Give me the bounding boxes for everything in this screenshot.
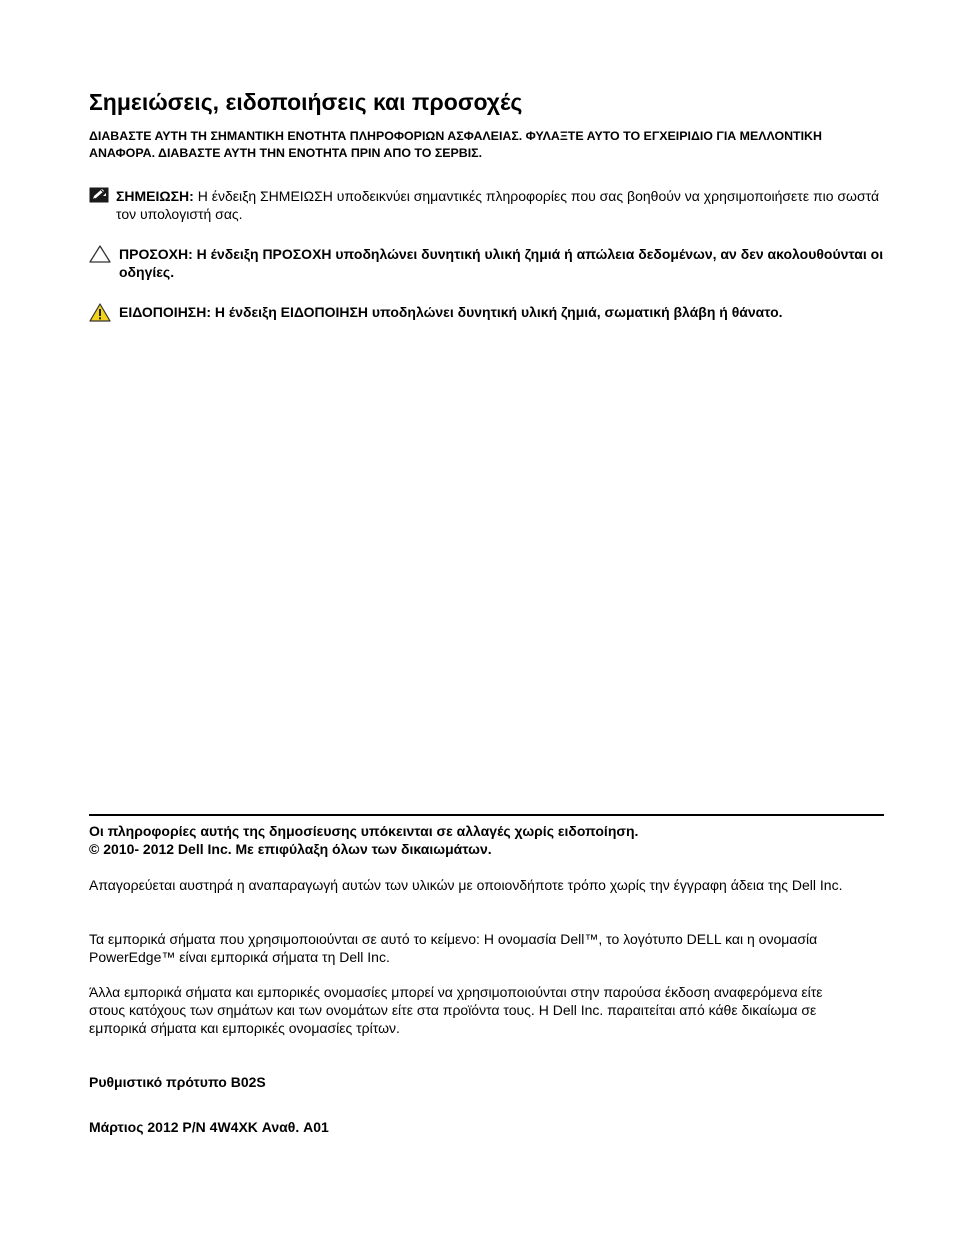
caution-notice	[89, 245, 884, 281]
caution-body: Η ένδειξη ΠΡΟΣΟΧΗ υποδηλώνει δυνητική υλική ζημιά ή απώλεια δεδομένων, αν δεν ακολουθούνται οι οδηγίες.	[119, 246, 884, 280]
note-notice	[89, 187, 884, 223]
caution-triangle-icon	[89, 245, 111, 265]
regulatory-model: Ρυθμιστικό πρότυπο B02S	[89, 1074, 266, 1090]
copyright-notice: © 2010- 2012 Dell Inc. Με επιφύλαξη όλων των δικαιωμάτων.	[89, 841, 492, 857]
info-change-notice: Οι πληροφορίες αυτής της δημοσίευσης υπόκεινται σε αλλαγές χωρίς ειδοποίηση.	[89, 823, 639, 839]
caution-text	[119, 245, 884, 281]
note-text	[116, 187, 884, 223]
warning-text	[119, 303, 884, 321]
caution-label: ΠΡΟΣΟΧΗ:	[119, 246, 193, 262]
safety-read-warning: ΔΙΑΒΑΣΤΕ ΑΥΤΗ ΤΗ ΣΗΜΑΝΤΙΚΗ ΕΝΟΤΗΤΑ ΠΛΗΡΟΦΟΡΙΩΝ ΑΣΦΑΛΕΙΑΣ. ΦΥΛΑΞΤΕ ΑΥΤΟ ΤΟ ΕΓΧΕΙΡΙΔΙΟ ΓΙΑ ΜΕΛΛΟΝΤΙΚΗ ΑΝΑΦΟΡΑ. ΔΙΑΒΑΣΤΕ ΑΥΤΗ ΤΗΝ ΕΝΟΤΗΤΑ ΠΡΙΝ ΑΠΟ ΤΟ ΣΕΡΒΙΣ.	[89, 129, 822, 160]
page-title: Σημειώσεις, ειδοποιήσεις και προσοχές	[89, 89, 523, 115]
footer-divider	[89, 814, 884, 816]
date-part-number: Μάρτιος 2012 P/N 4W4XK Αναθ. A01	[89, 1119, 329, 1135]
note-pencil-icon	[89, 187, 111, 207]
note-body: Η ένδειξη ΣΗΜΕΙΩΣΗ υποδεικνύει σημαντικές πληροφορίες που σας βοηθούν να χρησιμοποιήσετε πιο σωστά τον υπολογιστή σας.	[116, 188, 880, 222]
reproduction-notice: Απαγορεύεται αυστηρά η αναπαραγωγή αυτών των υλικών με οποιονδήποτε τρόπο χωρίς την έγγραφη άδεια της Dell Inc.	[89, 877, 843, 893]
note-label: ΣΗΜΕΙΩΣΗ:	[116, 188, 194, 204]
warning-body: Η ένδειξη ΕΙΔΟΠΟΙΗΣΗ υποδηλώνει δυνητική υλική ζημιά, σωματική βλάβη ή θάνατο.	[210, 304, 783, 320]
trademarks-notice: Τα εμπορικά σήματα που χρησιμοποιούνται σε αυτό το κείμενο: Η ονομασία Dell™, το λογότυπο DELL και η ονομασία PowerEdge™ είναι εμπορικά σήματα τη Dell Inc.	[89, 931, 818, 965]
warning-label: ΕΙΔΟΠΟΙΗΣΗ:	[119, 304, 211, 320]
warning-triangle-icon	[89, 303, 111, 323]
warning-notice	[89, 303, 884, 321]
other-trademarks-notice: Άλλα εμπορικά σήματα και εμπορικές ονομασίες μπορεί να χρησιμοποιούνται στην παρούσα έκδοση αναφερόμενα είτε στους κατόχους των σημάτων και των ονομάτων είτε στα προϊόντα τους. Η Dell Inc. παραιτείται από κάθε δικαίωμα σε εμπορικά σήματα και εμπορικές ονομασίες τρίτων.	[89, 984, 823, 1036]
